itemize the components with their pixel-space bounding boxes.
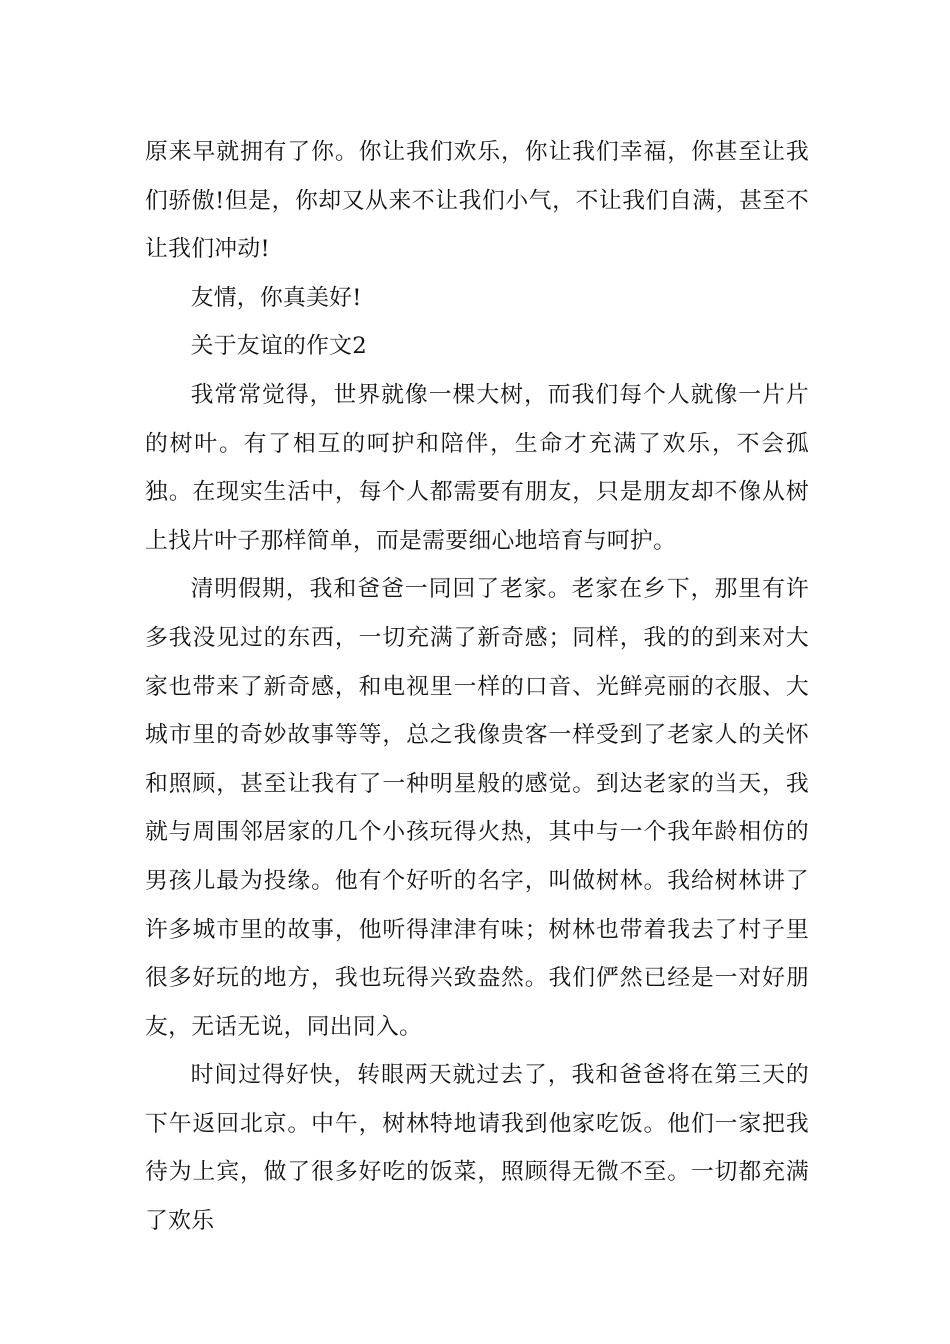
document-body (145, 128, 809, 1246)
paragraph-1: 原来早就拥有了你。你让我们欢乐，你让我们幸福，你甚至让我们骄傲!但是，你却又从来不让我们小气，不让我们自满，甚至不让我们冲动! (145, 139, 809, 263)
paragraph-4: 清明假期，我和爸爸一同回了老家。老家在乡下，那里有许多我没见过的东西，一切充满了新奇感；同样，我的的到来对大家也带来了新奇感，和电视里一样的口音、光鲜亮丽的衣服、大城市里的奇妙故事等等，总之我像贵客一样受到了老家人的关怀和照顾，甚至让我有了一种明星般的感觉。到达老家的当天，我就与周围邻居家的几个小孩玩得火热，其中与一个我年龄相仿的男孩儿最为投缘。他有个好听的名字，叫做树林。我给树林讲了许多城市里的故事，他听得津津有味；树林也带着我去了村子里很多好玩的地方，我也玩得兴致盎然。我们俨然已经是一对好朋友，无话无说，同出同入。 (145, 576, 809, 1040)
paragraph-2: 友情，你真美好! (190, 284, 362, 311)
essay-title: 关于友谊的作文2 (190, 333, 368, 360)
paragraph-5: 时间过得好快，转眼两天就过去了，我和爸爸将在第三天的下午返回北京。中午，树林特地请我到他家吃饭。他们一家把我待为上宾，做了很多好吃的饭菜，照顾得无微不至。一切都充满了欢乐 (145, 1062, 809, 1235)
paragraph-3: 我常常觉得，世界就像一棵大树，而我们每个人就像一片片的树叶。有了相互的呵护和陪伴，生命才充满了欢乐，不会孤独。在现实生活中，每个人都需要有朋友，只是朋友却不像从树上找片叶子那样简单，而是需要细心地培育与呵护。 (145, 381, 809, 554)
